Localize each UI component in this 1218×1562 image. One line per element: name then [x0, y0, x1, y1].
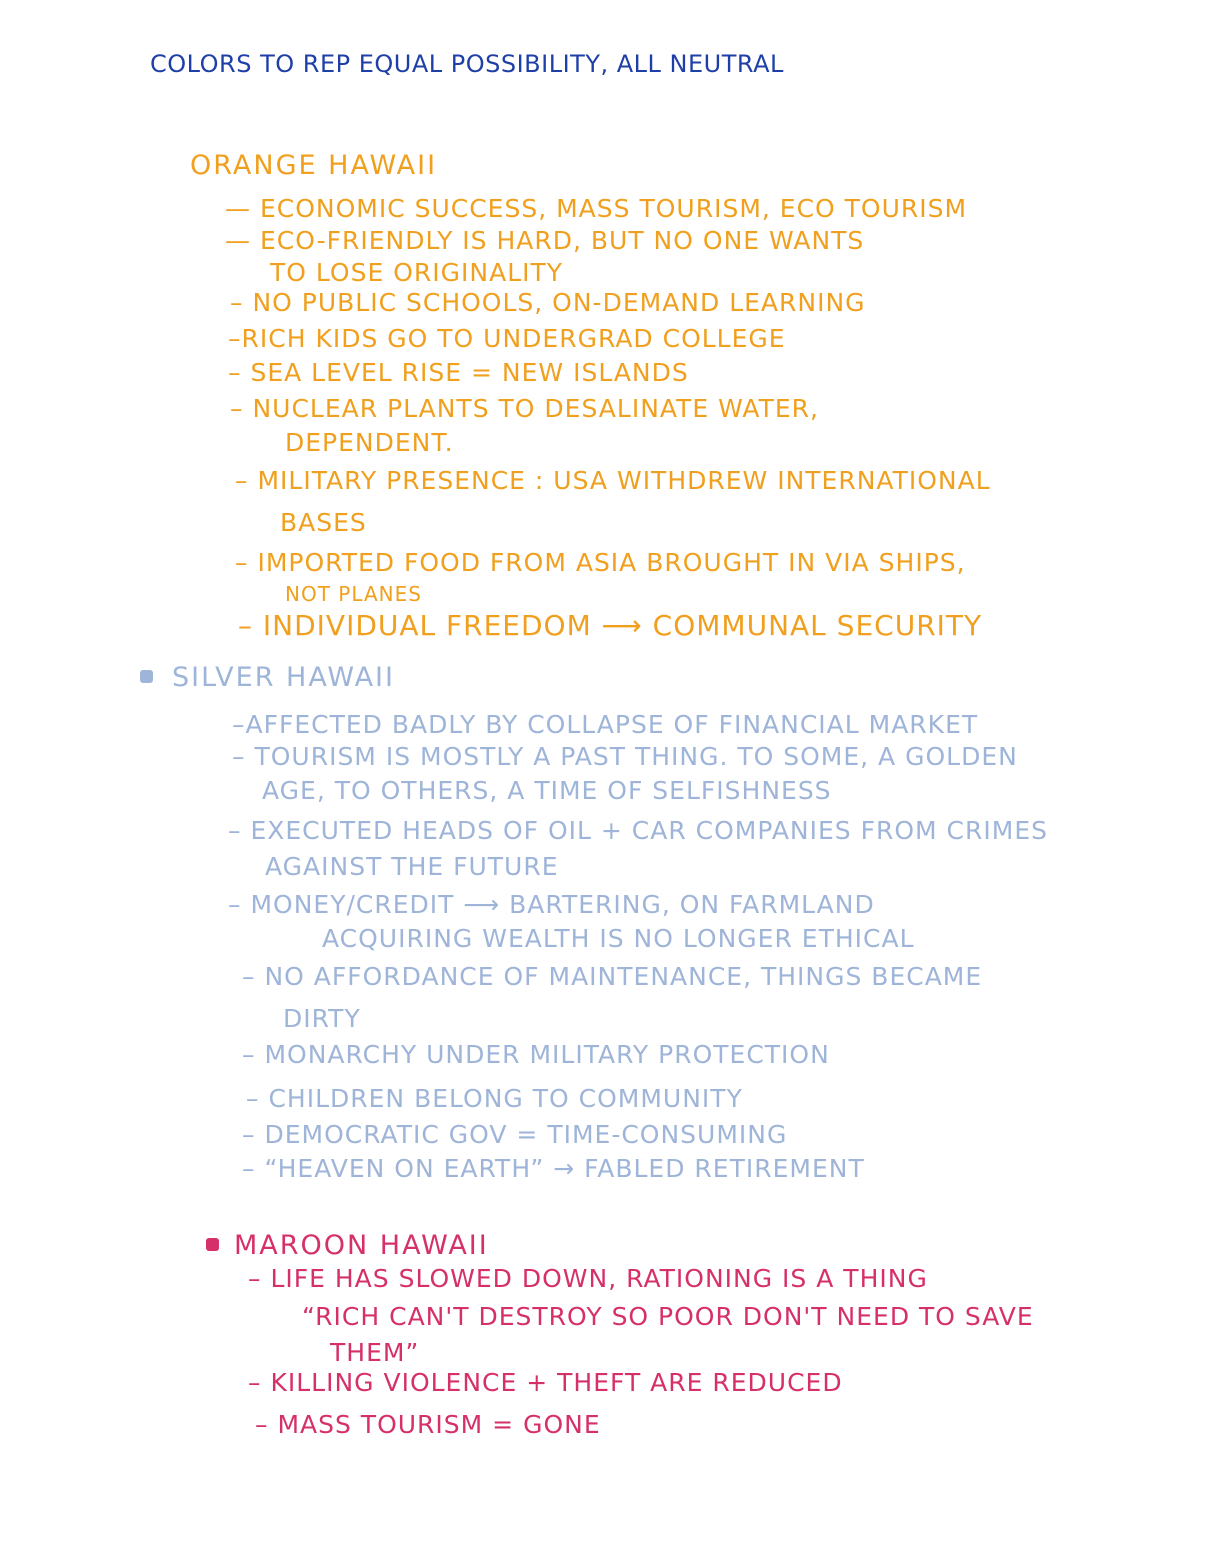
orange-line: – INDIVIDUAL FREEDOM ⟶ COMMUNAL SECURITY	[238, 609, 983, 642]
silver-line: – CHILDREN BELONG TO COMMUNITY	[246, 1084, 743, 1113]
silver-line: AGE, TO OTHERS, A TIME OF SELFISHNESS	[262, 776, 832, 805]
silver-line: – MONEY/CREDIT ⟶ BARTERING, ON FARMLAND	[228, 890, 875, 919]
silver-line: – DEMOCRATIC GOV = TIME-CONSUMING	[242, 1120, 788, 1149]
orange-line: — ECO-FRIENDLY IS HARD, BUT NO ONE WANTS	[225, 226, 865, 255]
maroon-line: – KILLING VIOLENCE + THEFT ARE REDUCED	[248, 1368, 843, 1397]
maroon-bullet-icon	[206, 1238, 219, 1251]
orange-line: DEPENDENT.	[285, 428, 454, 457]
orange-line: — ECONOMIC SUCCESS, MASS TOURISM, ECO TOURISM	[225, 194, 968, 223]
orange-line: –RICH KIDS GO TO UNDERGRAD COLLEGE	[228, 324, 786, 353]
silver-line: – EXECUTED HEADS OF OIL + CAR COMPANIES FROM CRIMES	[228, 816, 1048, 845]
silver-bullet-icon	[140, 670, 153, 683]
maroon-line: “RICH CAN'T DESTROY SO POOR DON'T NEED TO SAVE	[302, 1302, 1034, 1331]
maroon-line: – LIFE HAS SLOWED DOWN, RATIONING IS A THING	[248, 1264, 928, 1293]
orange-line: – NUCLEAR PLANTS TO DESALINATE WATER,	[230, 394, 819, 423]
silver-line: – MONARCHY UNDER MILITARY PROTECTION	[242, 1040, 830, 1069]
silver-line: ACQUIRING WEALTH IS NO LONGER ETHICAL	[322, 924, 915, 953]
page-title: COLORS TO REP EQUAL POSSIBILITY, ALL NEUTRAL	[150, 50, 784, 78]
silver-line: – NO AFFORDANCE OF MAINTENANCE, THINGS BECAME	[242, 962, 983, 991]
maroon-line: THEM”	[330, 1338, 420, 1367]
silver-line: DIRTY	[283, 1004, 361, 1033]
orange-hawaii-heading: ORANGE HAWAII	[190, 150, 438, 181]
silver-line: – TOURISM IS MOSTLY A PAST THING. TO SOME, A GOLDEN	[232, 742, 1018, 771]
silver-line: AGAINST THE FUTURE	[265, 852, 559, 881]
orange-line: BASES	[280, 508, 367, 537]
orange-line: – SEA LEVEL RISE = NEW ISLANDS	[228, 358, 689, 387]
silver-line: –AFFECTED BADLY BY COLLAPSE OF FINANCIAL MARKET	[232, 710, 979, 739]
orange-line: NOT PLANES	[285, 582, 422, 606]
silver-hawaii-heading: SILVER HAWAII	[172, 662, 395, 693]
maroon-hawaii-heading: MAROON HAWAII	[234, 1230, 489, 1261]
silver-line: – “HEAVEN ON EARTH” → FABLED RETIREMENT	[242, 1154, 865, 1183]
orange-line: TO LOSE ORIGINALITY	[270, 258, 564, 287]
maroon-line: – MASS TOURISM = GONE	[255, 1410, 601, 1439]
orange-line: – NO PUBLIC SCHOOLS, ON-DEMAND LEARNING	[230, 288, 866, 317]
orange-line: – IMPORTED FOOD FROM ASIA BROUGHT IN VIA SHIPS,	[235, 548, 966, 577]
orange-line: – MILITARY PRESENCE : USA WITHDREW INTERNATIONAL	[235, 466, 991, 495]
